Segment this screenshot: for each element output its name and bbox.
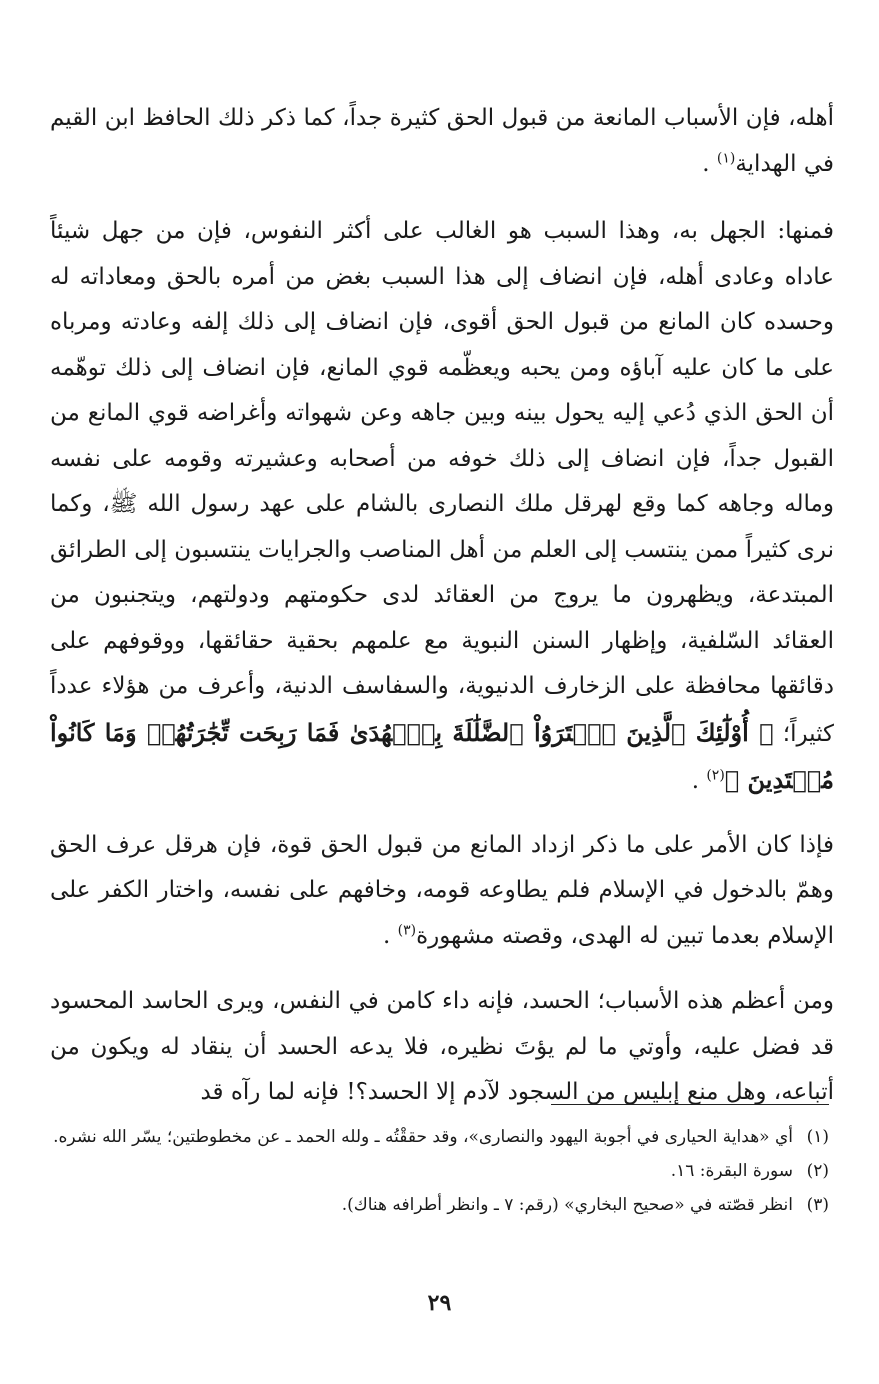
footnote-2-text: سورة البقرة: ١٦. [670, 1161, 793, 1181]
paragraph-3-text: فإذا كان الأمر على ما ذكر ازداد المانع من قبول الحق قوة، فإن هرقل عرف الحق وهمّ بالدخول في الإسلام فلم يطاوعه قومه، وخافهم على نفسه، واختار الكفر على الإسلام بعدما تبين له الهدى، وقصته مشهورة [50, 831, 834, 949]
footnote-1-number: (١) [806, 1127, 829, 1147]
footnote-ref-1[interactable]: (١) [716, 149, 736, 166]
paragraph-3 [50, 823, 834, 960]
footnote-divider [551, 1104, 829, 1105]
footnote-ref-3[interactable]: (٣) [397, 921, 417, 938]
paragraph-1-end: . [702, 150, 710, 177]
footnote-1 [49, 1120, 829, 1154]
footnote-2 [49, 1154, 829, 1188]
footnote-3-number: (٣) [806, 1195, 829, 1215]
paragraph-1 [50, 96, 834, 187]
footnote-ref-2[interactable]: (٢) [706, 767, 725, 784]
page-body [50, 96, 834, 1116]
page-number: ٢٩ [427, 1290, 452, 1316]
footnote-3 [49, 1188, 829, 1222]
footnote-2-number: (٢) [806, 1161, 829, 1181]
paragraph-1-text: أهله، فإن الأسباب المانعة من قبول الحق كثيرة جداً، كما ذكر ذلك الحافظ ابن القيم في الهداية [50, 105, 834, 177]
footnotes [49, 1120, 829, 1222]
paragraph-2-text: فمنها: الجهل به، وهذا السبب هو الغالب على أكثر النفوس، فإن من جهل شيئاً عاداه وعادى أهله، فإن انضاف إلى هذا السبب بغض من أمره بالحق ومعاداته له وحسده كان المانع من قبول الحق أقوى، فإن انضاف إلى ذلك إلفه وعادته ومرباه على ما كان عليه آباؤه ومن يحبه ويعظّمه قوي المانع، فإن انضاف إلى ذلك توهّمه أن الحق الذي دُعي إليه يحول بينه وبين جاهه وعن شهواته وأغراضه قوي المانع من القبول جداً، فإن انضاف إلى ذلك خوفه من أصحابه وعشيرته وقومه على نفسه وماله وجاهه كما وقع لهرقل ملك النصارى بالشام على عهد رسول الله ﷺ، وكما نرى كثيراً ممن ينتسب إلى العلم من أهل المناصب والجرايات ينتسبون إلى الطرائق المبتدعة، ويظهرون ما يروج من العقائد لدى حكومتهم ودولتهم، ويتجنبون من العقائد السّلفية، وإظهار السنن النبوية مع علمهم بحقية حقائقها، ووقوفهم على دقائقها محافظة على الزخارف الدنيوية، والسفاسف الدنية، وأعرف من هؤلاء عدداً كثيراً؛ [50, 218, 835, 747]
paragraph-4-text: ومن أعظم هذه الأسباب؛ الحسد، فإنه داء كامن في النفس، ويرى الحاسد المحسود قد فضل عليه، وأوتي ما لم يؤتَ نظيره، فلا يدعه الحسد أن ينقاد له ويكون من أتباعه، وهل منع إبليس من السجود لآدم إلا الحسد؟! فإنه لما رآه قد [50, 988, 834, 1105]
paragraph-4 [50, 979, 834, 1116]
footnote-3-text: انظر قصّته في «صحيح البخاري» (رقم: ٧ ـ وانظر أطرافه هناك). [341, 1195, 793, 1215]
paragraph-3-end: . [382, 922, 391, 949]
footnote-1-text: أي «هداية الحيارى في أجوبة اليهود والنصارى»، وقد حققْتُه ـ ولله الحمد ـ عن مخطوطتين؛ يسّر الله نشره. [53, 1127, 793, 1147]
quran-verse: ﴿ أُوْلَٰٓئِكَ ٱلَّذِينَ ٱشۡتَرَوُاْ ٱلضَّلَٰلَةَ بِٱلۡهُدَىٰ فَمَا رَبِحَت تِّجَٰرَتُهُمۡ وَمَا كَانُواْ مُهۡتَدِينَ ﴾ [50, 717, 834, 794]
paragraph-2-end: . [691, 768, 699, 794]
paragraph-2 [50, 209, 834, 805]
